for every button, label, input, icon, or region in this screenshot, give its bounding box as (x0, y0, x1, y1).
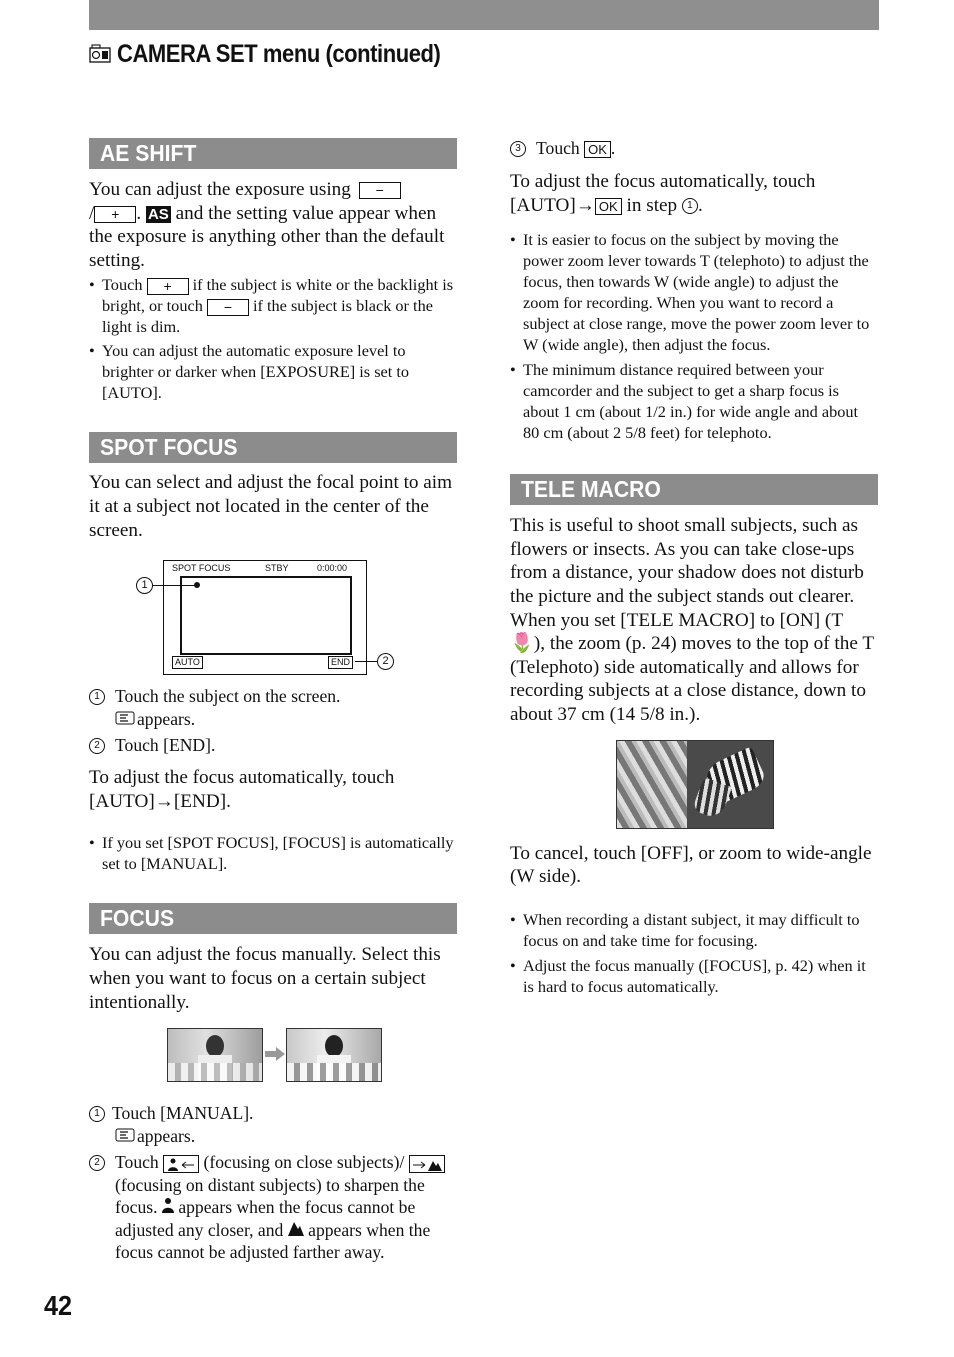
step-number-1: 1 (89, 689, 105, 705)
tele-macro-intro: This is useful to shoot small subjects, such as flowers or insects. As you can take close-ups from a distance, your shadow does not disturb the picture and the subject stands out clearer. (510, 515, 864, 607)
section-header-tele-macro: TELE MACRO (510, 474, 878, 505)
spot-focus-auto-note: To adjust the focus automatically, touch [AUTO]→[END]. (89, 767, 395, 812)
focus-step-3: 3 Touch OK . (510, 137, 878, 160)
section-header-spot-focus: SPOT FOCUS (89, 432, 457, 463)
camera-icon (89, 44, 111, 64)
callout-line-1 (151, 585, 197, 586)
plus-button-icon: + (94, 206, 136, 223)
arrow-right-icon (265, 1047, 285, 1061)
section-header-ae-shift: AE SHIFT (89, 138, 457, 169)
tele-macro-cancel: To cancel, touch [OFF], or zoom to wide-angle (W side). (510, 842, 872, 888)
minus-button-icon: − (359, 182, 401, 199)
spot-focus-bullet: • If you set [SPOT FOCUS], [FOCUS] is automatically set to [MANUAL]. (89, 832, 457, 874)
tele-macro-bullet-2: • Adjust the focus manually ([FOCUS], p. 42) when it is hard to focus automatically. (510, 955, 878, 997)
focus-intro: You can adjust the focus manually. Select this when you want to focus on a certain subject intentionally. (89, 944, 441, 1013)
lcd-end-button[interactable]: END (328, 656, 353, 669)
ae-shift-intro: You can adjust the exposure using − / + . AS and the setting value appear when the exposure is anything other than the default setting. (89, 179, 445, 271)
page-title: CAMERA SET menu (continued) (117, 39, 441, 68)
lcd-viewfinder[interactable] (180, 576, 352, 655)
tele-macro-bullet-1: • When recording a distant subject, it may difficult to focus on and take time for focusing. (510, 909, 878, 951)
page-header (89, 38, 485, 70)
focus-mode-icon (115, 708, 137, 731)
butterfly-photo (616, 740, 774, 829)
page-number: 42 (44, 1290, 73, 1321)
lcd-time-label: 0:00:00 (317, 563, 348, 574)
callout-2: 2 (377, 653, 394, 670)
spot-focus-lcd-diagram (89, 560, 457, 685)
lcd-auto-button[interactable]: AUTO (172, 656, 203, 669)
mountain-icon (288, 1220, 304, 1240)
focus-step-2: 2 Touch (focusing on close subjects)/ (focusing on distant subjects) to sharpen the focus. appears when the focus cannot be adjusted any closer, and appears when the focus cannot be adjusted farther away. (89, 1151, 457, 1264)
ok-button-icon: OK (595, 198, 622, 215)
ae-shift-bullet-1: • Touch + if the subject is white or the backlight is bright, or touch − if the subject is black or the light is dim. (89, 274, 457, 337)
blurred-photo (167, 1028, 263, 1082)
step-number-2: 2 (89, 738, 105, 754)
ae-shift-bullet-2: • You can adjust the automatic exposure level to brighter or darker when [EXPOSURE] is set to [AUTO]. (89, 340, 457, 403)
top-bar (89, 0, 879, 30)
lcd-screen (163, 560, 367, 675)
step-number-1: 1 (682, 198, 698, 214)
lcd-mode-label: SPOT FOCUS (172, 563, 231, 574)
section-header-focus: FOCUS (89, 903, 457, 934)
focus-photo-comparison (89, 1028, 457, 1082)
step-number-1: 1 (89, 1106, 105, 1122)
focus-mode-icon (115, 1125, 137, 1148)
step-number-3: 3 (510, 141, 526, 157)
focus-auto-note: To adjust the focus automatically, touch [AUTO]→ OK in step 1 . (510, 171, 816, 216)
tele-macro-para-2: When you set [TELE MACRO] to [ON] (T🌷), the zoom (p. 24) moves to the top of the T (Telephoto) side automatically and allows for recording subjects at a close distance, down to about 37 cm (14 5/8 in.). (510, 609, 874, 725)
right-column (510, 137, 878, 997)
focus-bullet-2: • The minimum distance required between your camcorder and the subject to get a sharp focus is about 1 cm (about 1/2 in.) for wide angle and about 80 cm (about 2 5/8 feet) for telephoto. (510, 359, 878, 443)
plus-button-icon: + (147, 278, 189, 295)
lcd-status-label: STBY (265, 563, 289, 574)
spot-focus-step-1: 1 Touch the subject on the screen. appears. (89, 685, 457, 731)
focus-step-1: 1 Touch [MANUAL]. appears. (89, 1102, 457, 1148)
minus-button-icon: − (207, 299, 249, 316)
callout-1: 1 (136, 577, 153, 594)
close-focus-button-icon (163, 1155, 199, 1173)
far-focus-button-icon (409, 1155, 445, 1173)
callout-line-2 (355, 661, 377, 662)
step-number-2: 2 (89, 1155, 105, 1171)
focus-bullet-1: • It is easier to focus on the subject by moving the power zoom lever towards T (telephoto) to adjust the focus, then towards W (wide angle) to adjust the zoom for recording. When you want to record a subject at close range, move the power zoom lever to W (wide angle), then adjust the focus. (510, 229, 878, 355)
spot-focus-intro: You can select and adjust the focal point to aim it at a subject not located in the center of the screen. (89, 472, 453, 541)
as-badge-icon: AS (147, 205, 169, 223)
spot-focus-step-2: 2 Touch [END]. (89, 734, 457, 757)
person-icon (162, 1197, 174, 1217)
ok-button-icon: OK (584, 141, 611, 158)
left-column (89, 138, 457, 1264)
sharp-photo (286, 1028, 382, 1082)
